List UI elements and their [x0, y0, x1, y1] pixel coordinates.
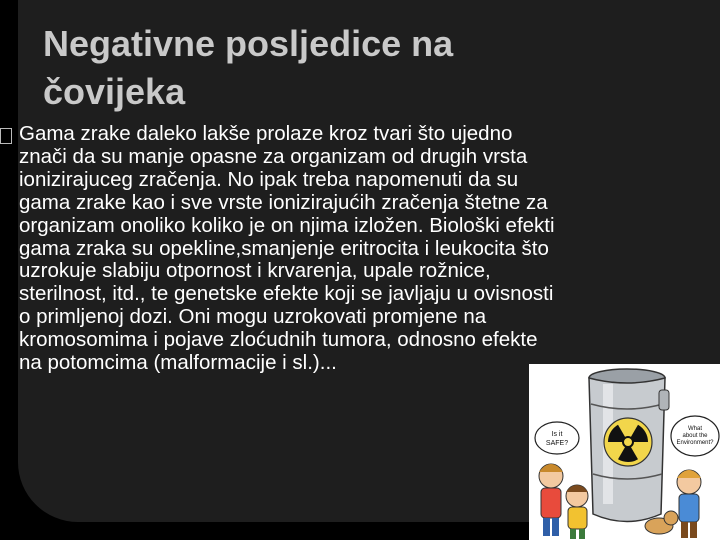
bubble-left-text-1: Is it	[551, 431, 563, 438]
svg-text:Environment?: Environment?	[676, 440, 714, 446]
bubble-left-text-2: SAFE?	[545, 440, 569, 447]
slide-title: Negativne posljedice na čovijeka	[43, 23, 454, 112]
speech-bubble-right	[671, 416, 719, 456]
speech-bubble-left	[535, 422, 579, 454]
radioactive-waste-cartoon	[529, 364, 720, 540]
bullet-icon	[0, 128, 12, 144]
svg-text:What: What	[687, 426, 703, 432]
svg-text:about the: about the	[682, 433, 708, 439]
radiation-symbol-icon	[604, 418, 652, 466]
slide-body-text: Gama zrake daleko lakše prolaze kroz tvari što ujedno znači da su manje opasne za organizam od drugih vrsta ionizirajuceg zračenja. No ipak treba napomenuti da su gama zrake kao i sve vrste ionizirajućih zračenja štetne za organizam onoliko koliko je on njima izložen. Biološki efekti gama zraka su opekline,smanjenje eritrocita i leukocita što uzrokuje slabiju otpornost i krvarenja, upale rožnice, sterilnost, itd., te genetske efekte koji se javljaju u ovisnosti o primljenoj dozi. Oni mogu uzrokovati promjene na kromosomima i pojave zloćudnih tumora, odnosno efekte na potomcima (malformacije i sl.)...	[19, 122, 555, 375]
